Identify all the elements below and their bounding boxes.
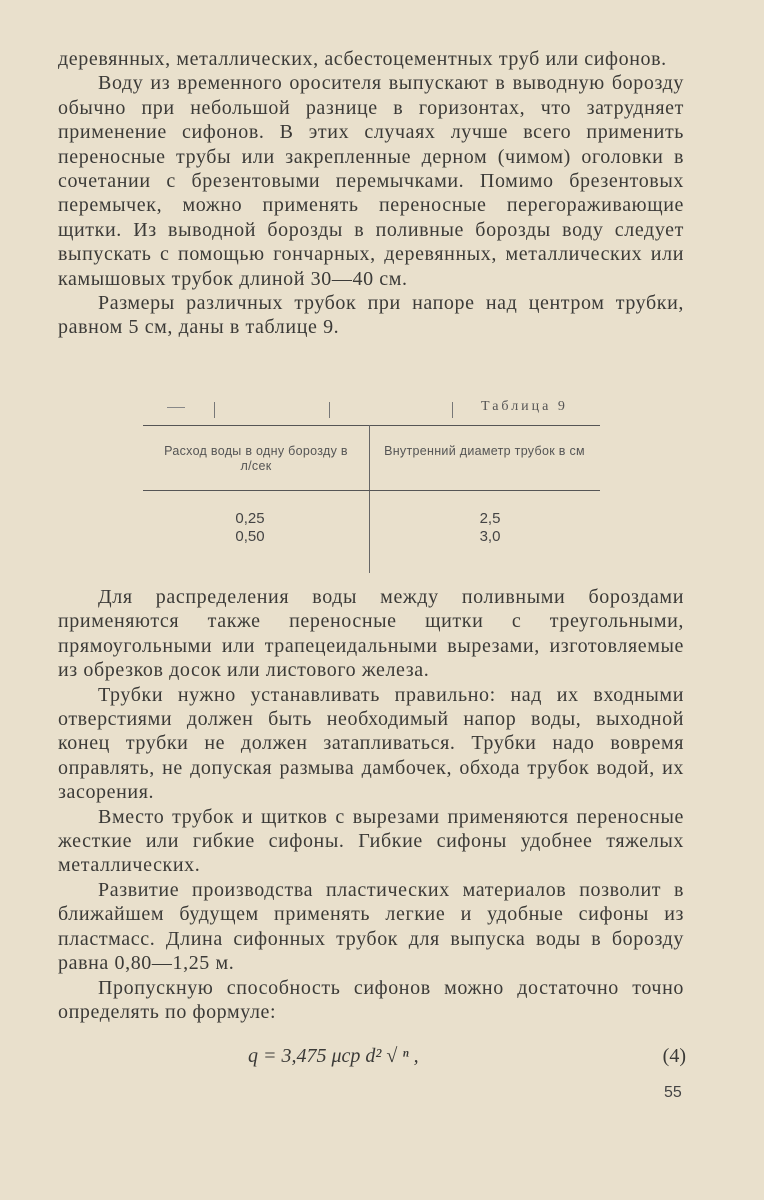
table-header-rule (143, 490, 600, 491)
table-header-flow: Расход воды в одну борозду в л/сек (164, 444, 348, 473)
table-column-diameter (450, 510, 530, 546)
table-cell: 0,25 (235, 510, 265, 527)
formula-number: (4) (662, 1045, 686, 1067)
paragraph: Развитие производства пластических материалов позволит в ближайшем будущем применять легкие и удобные сифоны из пластмасс. Длина сифонных трубок для выпуска воды в борозду равна 0,80—1,25 м. (58, 878, 684, 975)
table-cell: 3,0 (479, 528, 501, 545)
table-dash (167, 407, 185, 408)
paragraph: Вместо трубок и щитков с вырезами применяются переносные жесткие или гибкие сифоны. Гибкие сифоны удобнее тяжелых металлических. (58, 805, 684, 877)
page-number: 55 (664, 1084, 682, 1101)
paragraph: Пропускную способность сифонов можно достаточно точно определять по формуле: (58, 976, 684, 1023)
table-tick (452, 402, 453, 418)
table-column-divider (369, 425, 370, 573)
formula-expression: q = 3,475 μср d² √ ⁿ , (248, 1045, 419, 1067)
table-cell: 2,5 (479, 510, 501, 527)
paragraph: Воду из временного оросителя выпускают в выводную борозду обычно при небольшой разнице в горизонтах, что затрудняет применение сифонов. В этих случаях лучше всего применить переносные трубы или закрепленные дерном (чимом) оголовки в сочетании с брезентовыми перемычками. Помимо брезентовых перемычек, можно применять переносные перегораживающие щитки. Из выводной борозды в поливные борозды воду следует выпускать с помощью гончарных, деревянных, металлических или камышовых трубок длиной 30—40 см. (58, 72, 684, 290)
table-top-rule (143, 425, 600, 426)
paragraph: Трубки нужно устанавливать правильно: над их входными отверстиями должен быть необходимый напор воды, выходной конец трубки не должен затапливаться. Трубки надо вовремя оправлять, не допуская размыва дамбочек, обхода трубок водой, их засорения. (58, 683, 684, 804)
table-cell: 0,50 (235, 528, 265, 545)
table-tick (329, 402, 330, 418)
table-column-flow (210, 510, 290, 546)
formula (200, 1045, 686, 1073)
paragraph: Для распределения воды между поливными бороздами применяются также переносные щитки с треугольными, прямоугольными или трапецеидальными вырезами, изготовляемые из обрезков досок или листового железа. (58, 586, 684, 682)
text-block-bottom (58, 585, 684, 1024)
table-caption: Таблица 9 (481, 399, 568, 414)
text-block-top (58, 47, 684, 340)
table-tick (214, 402, 215, 418)
table-header-diameter: Внутренний диаметр трубок в см (384, 444, 585, 458)
paragraph: Размеры различных трубок при напоре над центром трубки, равном 5 см, даны в таблице 9. (58, 292, 684, 339)
paragraph: деревянных, металлических, асбестоцементных труб или сифонов. (58, 48, 667, 70)
